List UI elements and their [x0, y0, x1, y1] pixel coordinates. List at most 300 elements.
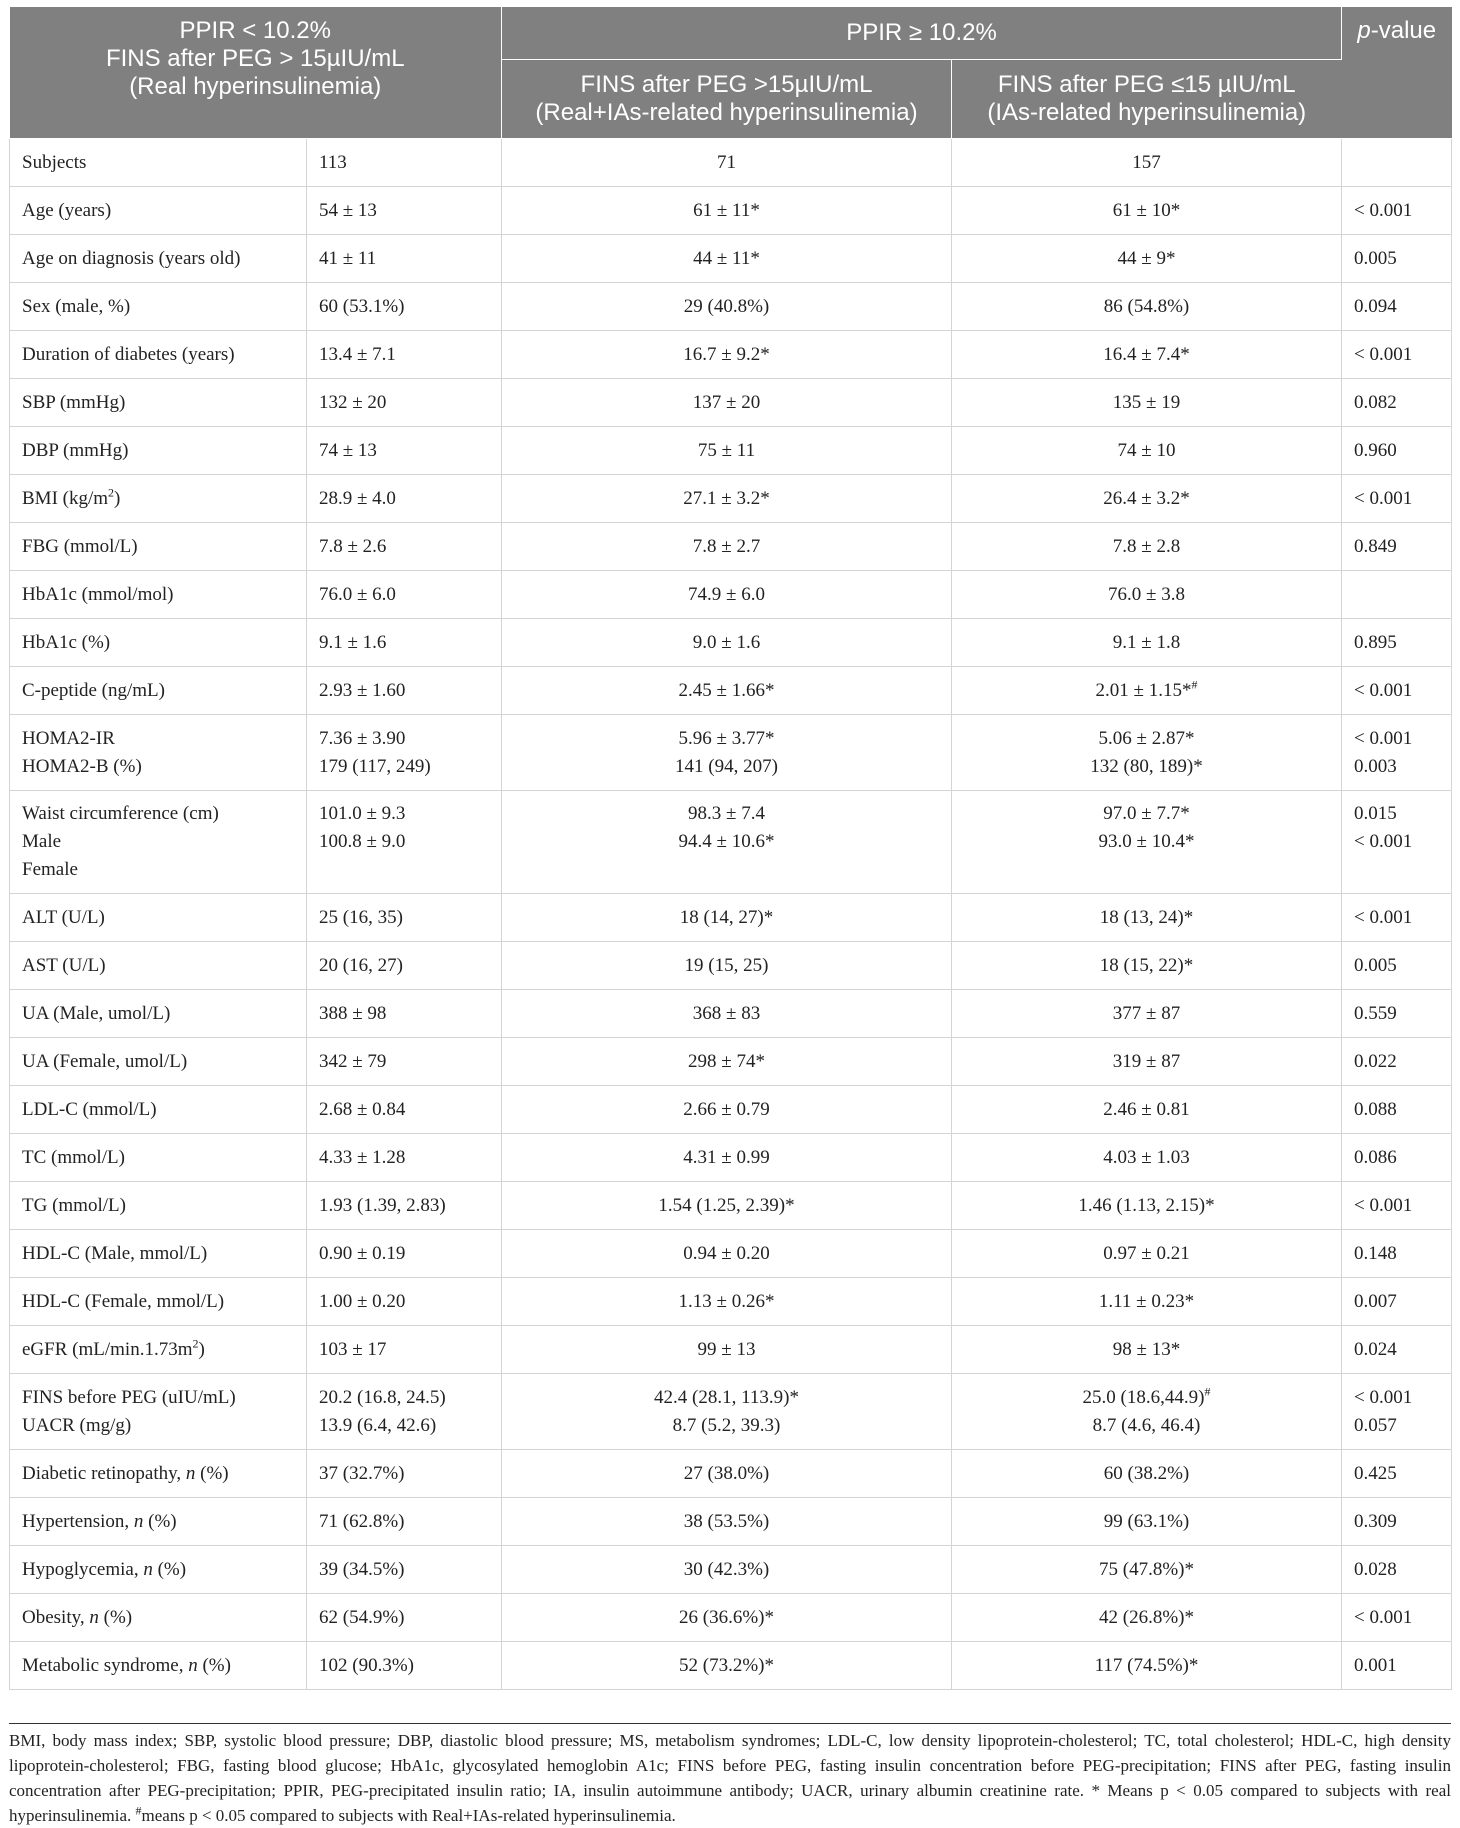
- row-label: [10, 427, 307, 475]
- cell-real-ias: 368 ± 83: [502, 990, 952, 1038]
- homa-p-text2: 0.003: [1354, 755, 1397, 777]
- row-label: [10, 1326, 307, 1374]
- homa-realias-line2: [514, 753, 939, 781]
- table-row: [10, 1450, 1452, 1498]
- row-label: [10, 1594, 307, 1642]
- row-label: [10, 1278, 307, 1326]
- waist-ias-cell: [952, 791, 1342, 894]
- waist-real-line3: [319, 856, 489, 884]
- homa-ias-line2: [964, 753, 1329, 781]
- row-label-text: HbA1c (%): [22, 631, 111, 653]
- homa-real-line1: [319, 725, 489, 753]
- cell-ias: [952, 1182, 1342, 1230]
- table-row: [10, 1326, 1452, 1374]
- row-label: [10, 523, 307, 571]
- fins-p-line2: [1354, 1412, 1439, 1440]
- cell-real-ias: 4.31 ± 0.99: [502, 1134, 952, 1182]
- waist-real-cell: [307, 791, 502, 894]
- cell-ias: [952, 235, 1342, 283]
- homa-real-line2: [319, 753, 489, 781]
- row-label: [10, 1230, 307, 1278]
- cell-real: 37 (32.7%): [307, 1450, 502, 1498]
- cell-ias-value: 44 ± 9*: [1117, 247, 1176, 269]
- homa-realias-line1: [514, 725, 939, 753]
- fins-label-text2: UACR (mg/g): [22, 1414, 132, 1436]
- cell-ias-value: 42 (26.8%)*: [1099, 1606, 1194, 1628]
- row-label: [10, 1038, 307, 1086]
- fins-real-cell: [307, 1374, 502, 1450]
- table-row: [10, 1182, 1452, 1230]
- fins-real-text1: 20.2 (16.8, 24.5): [319, 1386, 446, 1408]
- row-label-text: Hypertension,: [22, 1510, 134, 1532]
- table-row: [10, 475, 1452, 523]
- cell-real: 113: [307, 139, 502, 187]
- cell-p-value: 0.088: [1342, 1086, 1452, 1134]
- table-header: [10, 7, 1452, 139]
- cell-p-value: 0.559: [1342, 990, 1452, 1038]
- header-sub1-line1: FINS after PEG >15µIU/mL: [580, 71, 873, 98]
- cell-p-value: 0.028: [1342, 1546, 1452, 1594]
- fins-ias-text2: 8.7 (4.6, 46.4): [1092, 1414, 1201, 1436]
- cell-ias-value: 16.4 ± 7.4*: [1103, 343, 1190, 365]
- cell-ias: [952, 667, 1342, 715]
- table-row: [10, 894, 1452, 942]
- fins-p-line1: [1354, 1384, 1439, 1412]
- cell-ias-sup: #: [1191, 677, 1198, 692]
- row-label: [10, 667, 307, 715]
- cell-real: 388 ± 98: [307, 990, 502, 1038]
- cell-ias: [952, 379, 1342, 427]
- homa-realias-text1: 5.96 ± 3.77*: [678, 727, 775, 749]
- fins-realias-line2: [514, 1412, 939, 1440]
- cell-real-ias: 1.13 ± 0.26*: [502, 1278, 952, 1326]
- row-label-text: UA (Female, umol/L): [22, 1050, 188, 1072]
- waist-label-cell: [10, 791, 307, 894]
- header-ppir-high: PPIR ≥ 10.2%: [502, 7, 1342, 60]
- cell-ias: [952, 1642, 1342, 1690]
- waist-ias-line1: [964, 800, 1329, 828]
- fins-real-line2: [319, 1412, 489, 1440]
- row-label: [10, 942, 307, 990]
- row-label-text: Sex (male, %): [22, 295, 131, 317]
- homa-ias-cell: [952, 715, 1342, 791]
- cell-real: 1.00 ± 0.20: [307, 1278, 502, 1326]
- cell-p-value: < 0.001: [1342, 894, 1452, 942]
- header-group1-line1: PPIR < 10.2%: [179, 17, 331, 44]
- cell-p-value: 0.895: [1342, 619, 1452, 667]
- table-row: [10, 1498, 1452, 1546]
- row-label-sup: 2: [192, 1336, 199, 1351]
- row-label-text: eGFR (mL/min.1.73m: [22, 1338, 193, 1360]
- row-label: [10, 1134, 307, 1182]
- cell-real: 20 (16, 27): [307, 942, 502, 990]
- fins-ias-line2: [964, 1412, 1329, 1440]
- homa-ias-text1: 5.06 ± 2.87*: [1098, 727, 1195, 749]
- cell-real-ias: 18 (14, 27)*: [502, 894, 952, 942]
- cell-real-ias: 16.7 ± 9.2*: [502, 331, 952, 379]
- row-label: [10, 1086, 307, 1134]
- homa-realias-text2: 141 (94, 207): [675, 755, 778, 777]
- cell-p-value: [1342, 139, 1452, 187]
- table-row: [10, 523, 1452, 571]
- row-label-after: (%): [98, 1606, 133, 1628]
- cell-real: 103 ± 17: [307, 1326, 502, 1374]
- cell-ias-value: 98 ± 13*: [1112, 1338, 1181, 1360]
- row-label-text: ALT (U/L): [22, 906, 105, 928]
- homa-p-text1: < 0.001: [1354, 727, 1413, 749]
- row-label-after: ): [198, 1338, 205, 1360]
- table-row: [10, 1230, 1452, 1278]
- table-row: [10, 283, 1452, 331]
- cell-real: 60 (53.1%): [307, 283, 502, 331]
- cell-real: 9.1 ± 1.6: [307, 619, 502, 667]
- row-label-text: Duration of diabetes (years): [22, 343, 235, 365]
- row-label-text: Age on diagnosis (years old): [22, 247, 241, 269]
- row-label-text: TG (mmol/L): [22, 1194, 126, 1216]
- row-label: [10, 619, 307, 667]
- cell-real: 76.0 ± 6.0: [307, 571, 502, 619]
- header-real-hyperinsulinemia: [10, 7, 502, 139]
- cell-ias-value: 60 (38.2%): [1103, 1462, 1190, 1484]
- row-label-text: Metabolic syndrome,: [22, 1654, 189, 1676]
- waist-p-text2: < 0.001: [1354, 831, 1413, 852]
- cell-ias: [952, 571, 1342, 619]
- cell-real: 41 ± 11: [307, 235, 502, 283]
- cell-ias: [952, 1278, 1342, 1326]
- header-sub2-line1: FINS after PEG ≤15 µIU/mL: [997, 71, 1296, 98]
- homa-p-line1: [1354, 725, 1439, 753]
- table-row: [10, 667, 1452, 715]
- waist-real-text1: 101.0 ± 9.3: [319, 803, 406, 824]
- cell-p-value: 0.005: [1342, 942, 1452, 990]
- row-label-text: Hypoglycemia,: [22, 1558, 144, 1580]
- table-row: [10, 1642, 1452, 1690]
- cell-ias: [952, 1134, 1342, 1182]
- cell-p-value: < 0.001: [1342, 331, 1452, 379]
- cell-real: 54 ± 13: [307, 187, 502, 235]
- cell-ias-value: 135 ± 19: [1112, 391, 1181, 413]
- waist-realias-text2: 94.4 ± 10.6*: [678, 831, 775, 852]
- cell-ias-value: 2.01 ± 1.15*: [1095, 679, 1192, 701]
- row-label: [10, 894, 307, 942]
- row-label-after: (%): [195, 1462, 229, 1484]
- row-label-italic: n: [188, 1654, 198, 1676]
- cell-real-ias: 1.54 (1.25, 2.39)*: [502, 1182, 952, 1230]
- homa-p-line2: [1354, 753, 1439, 781]
- waist-real-text2: 100.8 ± 9.0: [319, 831, 406, 852]
- cell-real: 102 (90.3%): [307, 1642, 502, 1690]
- row-label-text: Age (years): [22, 199, 112, 221]
- homa-label-text2: HOMA2-B (%): [22, 755, 142, 777]
- row-label: [10, 379, 307, 427]
- cell-p-value: 0.094: [1342, 283, 1452, 331]
- cell-ias-value: 18 (13, 24)*: [1099, 906, 1194, 928]
- cell-ias: [952, 1230, 1342, 1278]
- waist-ias-line3: [964, 856, 1329, 884]
- cell-p-value: 0.309: [1342, 1498, 1452, 1546]
- row-label-italic: n: [89, 1606, 99, 1628]
- table-row: [10, 139, 1452, 187]
- cell-p-value: < 0.001: [1342, 475, 1452, 523]
- cell-real: 1.93 (1.39, 2.83): [307, 1182, 502, 1230]
- waist-p-line3: [1354, 856, 1439, 884]
- cell-ias: [952, 894, 1342, 942]
- table-container: [9, 7, 1451, 1690]
- cell-p-value: 0.148: [1342, 1230, 1452, 1278]
- cell-p-value: < 0.001: [1342, 187, 1452, 235]
- cell-real: 74 ± 13: [307, 427, 502, 475]
- cell-ias: [952, 523, 1342, 571]
- fins-ias-sup1: #: [1204, 1384, 1211, 1399]
- waist-label-line1: [22, 800, 294, 828]
- waist-label-text2: Male: [22, 831, 62, 852]
- cell-real: 132 ± 20: [307, 379, 502, 427]
- row-label-text: LDL-C (mmol/L): [22, 1098, 157, 1120]
- cell-ias-value: 1.46 (1.13, 2.15)*: [1078, 1194, 1215, 1216]
- row-label-text: Obesity,: [22, 1606, 90, 1628]
- cell-p-value: 0.024: [1342, 1326, 1452, 1374]
- cell-real: 2.93 ± 1.60: [307, 667, 502, 715]
- cell-real: 342 ± 79: [307, 1038, 502, 1086]
- table-row: [10, 1278, 1452, 1326]
- cell-ias: [952, 1326, 1342, 1374]
- homa-label-text1: HOMA2-IR: [22, 727, 115, 749]
- row-label: [10, 187, 307, 235]
- table-row: [10, 1134, 1452, 1182]
- homa-label-line2: [22, 753, 294, 781]
- waist-realias-line3: [514, 856, 939, 884]
- cell-p-value: 0.082: [1342, 379, 1452, 427]
- cell-ias-value: 0.97 ± 0.21: [1103, 1242, 1190, 1264]
- cell-p-value: [1342, 571, 1452, 619]
- cell-real-ias: 61 ± 11*: [502, 187, 952, 235]
- waist-realias-cell: [502, 791, 952, 894]
- waist-real-line1: [319, 800, 489, 828]
- row-label: [10, 331, 307, 379]
- header-real-ias: [502, 60, 952, 139]
- row-label-after: ): [114, 487, 121, 509]
- cell-ias-value: 18 (15, 22)*: [1099, 954, 1194, 976]
- cell-real-ias: 298 ± 74*: [502, 1038, 952, 1086]
- fins-label-text1: FINS before PEG (uIU/mL): [22, 1386, 236, 1408]
- row-label-text: HDL-C (Female, mmol/L): [22, 1290, 225, 1312]
- cell-ias: [952, 1498, 1342, 1546]
- cell-real-ias: 26 (36.6%)*: [502, 1594, 952, 1642]
- cell-real-ias: 27 (38.0%): [502, 1450, 952, 1498]
- cell-ias: [952, 1594, 1342, 1642]
- footnote-text2: means p < 0.05 compared to subjects with Real+IAs-related hyperinsulinemia.: [141, 1806, 676, 1825]
- row-label-text: HDL-C (Male, mmol/L): [22, 1242, 208, 1264]
- cell-real: 0.90 ± 0.19: [307, 1230, 502, 1278]
- row-label: [10, 235, 307, 283]
- cell-real-ias: 2.45 ± 1.66*: [502, 667, 952, 715]
- homa-ias-text2: 132 (80, 189)*: [1090, 755, 1203, 777]
- row-label-text: BMI (kg/m: [22, 487, 109, 509]
- waist-p-cell: [1342, 791, 1452, 894]
- cell-ias: [952, 1450, 1342, 1498]
- cell-real: 2.68 ± 0.84: [307, 1086, 502, 1134]
- row-label-text: FBG (mmol/L): [22, 535, 138, 557]
- cell-real-ias: 99 ± 13: [502, 1326, 952, 1374]
- row-label: [10, 283, 307, 331]
- cell-real: 25 (16, 35): [307, 894, 502, 942]
- row-label-italic: n: [143, 1558, 153, 1580]
- cell-ias: [952, 619, 1342, 667]
- header-sub1-line2: (Real+IAs-related hyperinsulinemia): [535, 99, 918, 126]
- fins-realias-cell: [502, 1374, 952, 1450]
- cell-p-value: < 0.001: [1342, 667, 1452, 715]
- fins-realias-text1: 42.4 (28.1, 113.9)*: [654, 1386, 799, 1408]
- table-row: [10, 187, 1452, 235]
- cell-p-value: 0.001: [1342, 1642, 1452, 1690]
- header-group1-line2: FINS after PEG > 15µIU/mL: [105, 45, 405, 72]
- cell-real: 7.8 ± 2.6: [307, 523, 502, 571]
- row-label: [10, 1498, 307, 1546]
- waist-label-text3: Female: [22, 859, 78, 880]
- cell-p-value: 0.425: [1342, 1450, 1452, 1498]
- cell-ias-value: 377 ± 87: [1112, 1002, 1181, 1024]
- cell-ias-value: 61 ± 10*: [1112, 199, 1181, 221]
- table-row: [10, 1546, 1452, 1594]
- cell-p-value: 0.960: [1342, 427, 1452, 475]
- row-label: [10, 1450, 307, 1498]
- cell-p-value: 0.086: [1342, 1134, 1452, 1182]
- fins-label-cell: [10, 1374, 307, 1450]
- homa-real-text2: 179 (117, 249): [319, 755, 431, 777]
- row-label: [10, 1182, 307, 1230]
- fins-label-line1: [22, 1384, 294, 1412]
- fins-label-line2: [22, 1412, 294, 1440]
- cell-ias: [952, 990, 1342, 1038]
- row-label-after: (%): [143, 1510, 177, 1532]
- table-row: [10, 1594, 1452, 1642]
- cell-real-ias: 38 (53.5%): [502, 1498, 952, 1546]
- table-row: [10, 619, 1452, 667]
- cell-real-ias: 9.0 ± 1.6: [502, 619, 952, 667]
- cell-ias-value: 2.46 ± 0.81: [1103, 1098, 1190, 1120]
- waist-real-line2: [319, 828, 489, 856]
- row-label: [10, 1642, 307, 1690]
- row-label-after: (%): [197, 1654, 231, 1676]
- fins-real-text2: 13.9 (6.4, 42.6): [319, 1414, 437, 1436]
- table-row: [10, 331, 1452, 379]
- row-label-text: C-peptide (ng/mL): [22, 679, 165, 701]
- header-p-italic: p: [1357, 17, 1371, 44]
- waist-realias-line2: [514, 828, 939, 856]
- cell-real-ias: 2.66 ± 0.79: [502, 1086, 952, 1134]
- cell-ias: [952, 475, 1342, 523]
- table-row: [10, 990, 1452, 1038]
- fins-ias-cell: [952, 1374, 1342, 1450]
- cell-real-ias: 7.8 ± 2.7: [502, 523, 952, 571]
- cell-p-value: 0.005: [1342, 235, 1452, 283]
- cell-ias: [952, 283, 1342, 331]
- data-table: [9, 7, 1452, 1690]
- waist-label-text1: Waist circumference (cm): [22, 803, 219, 824]
- homa-real-cell: [307, 715, 502, 791]
- table-row: [10, 1086, 1452, 1134]
- fins-realias-text2: 8.7 (5.2, 39.3): [672, 1414, 781, 1436]
- cell-ias: [952, 331, 1342, 379]
- cell-ias: [952, 139, 1342, 187]
- homa-ias-line1: [964, 725, 1329, 753]
- cell-real-ias: 137 ± 20: [502, 379, 952, 427]
- waist-p-line1: [1354, 800, 1439, 828]
- waist-ias-line2: [964, 828, 1329, 856]
- table-row: [10, 1038, 1452, 1086]
- cell-ias-value: 4.03 ± 1.03: [1103, 1146, 1190, 1168]
- cell-p-value: < 0.001: [1342, 1182, 1452, 1230]
- cell-ias: [952, 187, 1342, 235]
- cell-p-value: 0.022: [1342, 1038, 1452, 1086]
- cell-real: 13.4 ± 7.1: [307, 331, 502, 379]
- header-p-rest: -value: [1370, 17, 1437, 44]
- fins-real-line1: [319, 1384, 489, 1412]
- cell-ias-value: 76.0 ± 3.8: [1108, 583, 1185, 605]
- row-label-after: (%): [152, 1558, 187, 1580]
- waist-p-line2: [1354, 828, 1439, 856]
- cell-ias: [952, 427, 1342, 475]
- waist-realias-text1: 98.3 ± 7.4: [688, 803, 765, 824]
- header-p-value: [1342, 7, 1452, 139]
- table-row: [10, 942, 1452, 990]
- cell-ias: [952, 942, 1342, 990]
- cell-real-ias: 74.9 ± 6.0: [502, 571, 952, 619]
- fins-ias-text1: 25.0 (18.6,44.9): [1082, 1386, 1205, 1408]
- cell-real-ias: 19 (15, 25): [502, 942, 952, 990]
- table-row-homa: [10, 715, 1452, 791]
- cell-real: 71 (62.8%): [307, 1498, 502, 1546]
- cell-real-ias: 30 (42.3%): [502, 1546, 952, 1594]
- table-row: [10, 427, 1452, 475]
- waist-ias-text2: 93.0 ± 10.4*: [1098, 831, 1195, 852]
- cell-ias-value: 319 ± 87: [1112, 1050, 1181, 1072]
- cell-real-ias: 75 ± 11: [502, 427, 952, 475]
- waist-realias-line1: [514, 800, 939, 828]
- table-body: [10, 139, 1452, 1690]
- cell-ias-value: 9.1 ± 1.8: [1112, 631, 1181, 653]
- cell-real: 4.33 ± 1.28: [307, 1134, 502, 1182]
- row-label-text: AST (U/L): [22, 954, 106, 976]
- header-sub2-line2: (IAs-related hyperinsulinemia): [987, 99, 1307, 126]
- row-label-sup: 2: [108, 485, 115, 500]
- cell-ias-value: 1.11 ± 0.23*: [1098, 1290, 1195, 1312]
- table-row: [10, 235, 1452, 283]
- waist-label-line2: [22, 828, 294, 856]
- cell-real-ias: 44 ± 11*: [502, 235, 952, 283]
- waist-p-text1: 0.015: [1354, 803, 1397, 824]
- cell-real-ias: 29 (40.8%): [502, 283, 952, 331]
- table-row: [10, 571, 1452, 619]
- row-label: [10, 1546, 307, 1594]
- table-row-fins: [10, 1374, 1452, 1450]
- table-row-waist: [10, 791, 1452, 894]
- row-label-text: TC (mmol/L): [22, 1146, 125, 1168]
- cell-real-ias: 71: [502, 139, 952, 187]
- homa-label-cell: [10, 715, 307, 791]
- fins-p-text1: < 0.001: [1354, 1386, 1413, 1408]
- cell-real-ias: 52 (73.2%)*: [502, 1642, 952, 1690]
- header-ias: [952, 60, 1342, 139]
- row-label: [10, 139, 307, 187]
- cell-ias: [952, 1086, 1342, 1134]
- cell-ias: [952, 1546, 1342, 1594]
- fins-realias-line1: [514, 1384, 939, 1412]
- homa-p-cell: [1342, 715, 1452, 791]
- row-label-italic: n: [133, 1510, 144, 1532]
- fins-ias-line1: [964, 1384, 1329, 1412]
- cell-real: 39 (34.5%): [307, 1546, 502, 1594]
